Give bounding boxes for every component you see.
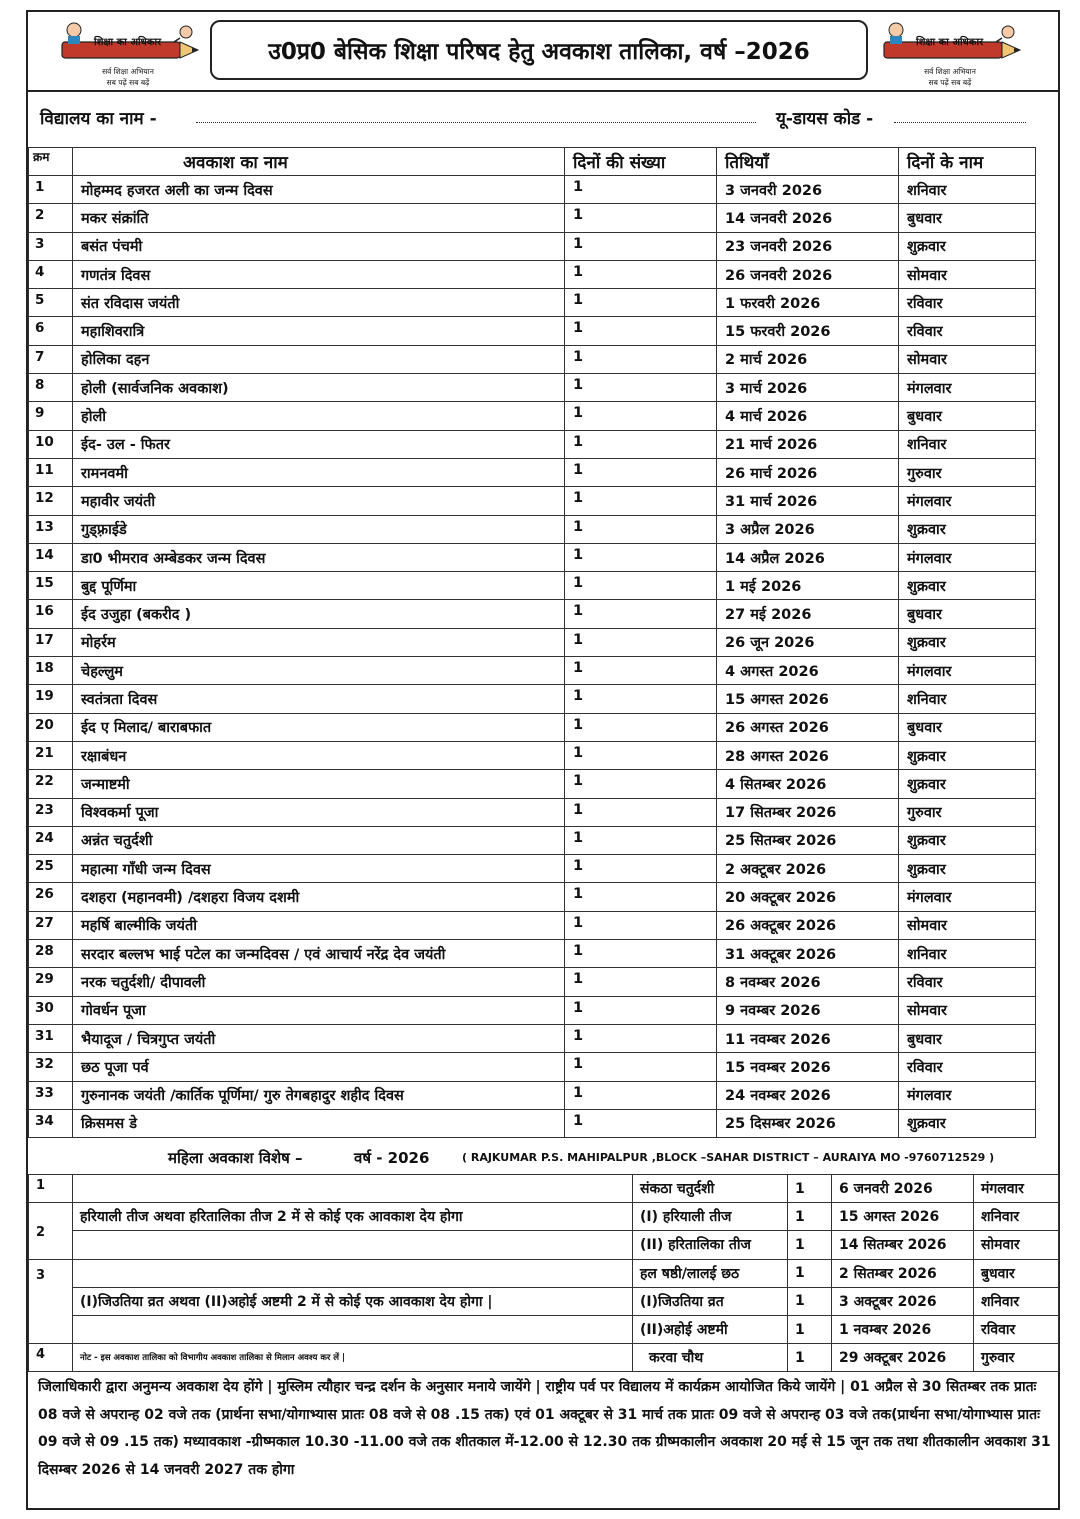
day-name-cell: मंगलवार xyxy=(899,657,1036,685)
table-row xyxy=(29,515,1036,543)
holiday-name-cell: गुरुनानक जयंती /कार्तिक पूर्णिमा/ गुरु तेगबहादुर शहीद दिवस xyxy=(73,1081,565,1109)
table-row xyxy=(29,1109,1036,1137)
table-row xyxy=(29,1287,1059,1315)
holiday-name-cell: मोहम्मद हजरत अली का जन्म दिवस xyxy=(73,176,565,204)
holiday-name-cell: क्रिसमस डे xyxy=(73,1109,565,1137)
date-cell: 23 जनवरी 2026 xyxy=(717,232,899,260)
date-cell: 6 जनवरी 2026 xyxy=(832,1175,974,1203)
logo-subtitle xyxy=(902,66,998,88)
day-name-cell: शनिवार xyxy=(899,685,1036,713)
days-cell: 1 xyxy=(788,1231,832,1259)
table-row xyxy=(29,289,1036,317)
date-cell: 31 अक्टूबर 2026 xyxy=(717,940,899,968)
holiday-name-cell: स्वतंत्रता दिवस xyxy=(73,685,565,713)
day-name-cell: मंगलवार xyxy=(899,374,1036,402)
table-row xyxy=(29,345,1036,373)
holiday-name-cell: भैयादूज / चित्रगुप्त जयंती xyxy=(73,1024,565,1052)
holiday-name-cell: महावीर जयंती xyxy=(73,487,565,515)
days-cell: 1 xyxy=(565,996,717,1024)
table-row xyxy=(29,374,1036,402)
day-name-cell: रविवार xyxy=(899,289,1036,317)
holiday-name-cell: जन्माष्टमी xyxy=(73,770,565,798)
date-cell: 26 अगस्त 2026 xyxy=(717,713,899,741)
days-cell: 1 xyxy=(565,968,717,996)
logo-title: शिक्षा का अधिकार xyxy=(94,37,162,48)
day-name-cell: शुक्रवार xyxy=(899,1109,1036,1137)
table-row xyxy=(29,628,1036,656)
table-row xyxy=(29,487,1036,515)
date-cell: 1 मई 2026 xyxy=(717,572,899,600)
days-cell: 1 xyxy=(565,940,717,968)
date-cell: 2 मार्च 2026 xyxy=(717,345,899,373)
days-cell: 1 xyxy=(565,1081,717,1109)
holiday-name-cell: महाशिवरात्रि xyxy=(73,317,565,345)
serial-cell: 23 xyxy=(29,798,73,826)
document-header xyxy=(28,12,1058,90)
holiday-name-cell: महात्मा गाँधी जन्म दिवस xyxy=(73,855,565,883)
holiday-name-cell: रक्षाबंधन xyxy=(73,741,565,769)
table-row xyxy=(29,968,1036,996)
serial-cell: 32 xyxy=(29,1053,73,1081)
festival-cell: (II)अहोई अष्टमी xyxy=(633,1315,788,1343)
holiday-name-cell: दशहरा (महानवमी) /दशहरा विजय दशमी xyxy=(73,883,565,911)
logo-line-1: सर्व शिक्षा अभियान xyxy=(924,67,976,76)
day-name-cell: शुक्रवार xyxy=(899,770,1036,798)
days-cell: 1 xyxy=(788,1315,832,1343)
holiday-name-cell: बसंत पंचमी xyxy=(73,232,565,260)
date-cell: 15 अगस्त 2026 xyxy=(832,1203,974,1231)
serial-cell: 27 xyxy=(29,911,73,939)
footer-notes: जिलाधिकारी द्वारा अनुमन्य अवकाश देय होंगे | मुस्लिम त्यौहार चन्द्र दर्शन के अनुसार मनाये जायेंगे | राष्ट्रीय पर्व पर विद्यालय में कार्यक्रम आयोजित किये जायेंगे | 01 अप्रैल से 30 सितम्बर तक प्रातः 08 वजे से अपरान्ह 02 वजे तक (प्रार्थना सभा/योगाभ्यास प्रातः 08 वजे से 08 .15 तक) एवं 01 अक्टूबर से 31 मार्च तक प्रातः 09 वजे से अपरान्ह 03 वजे तक(प्रार्थना सभा/योगाभ्यास प्रातः 09 वजे से 09 .15 तक) मध्यावकाश -ग्रीष्मकाल 10.30 -11.00 वजे तक शीतकाल में-12.00 से 12.30 तक ग्रीष्मकालीन अवकाश 20 मई से 15 जून तक तथा शीतकालीन अवकाश 31 दिसम्बर 2026 से 14 जनवरी 2027 तक होगा xyxy=(38,1379,1051,1478)
serial-cell: 10 xyxy=(29,430,73,458)
holiday-name-cell: मकर संक्रांति xyxy=(73,204,565,232)
holiday-table xyxy=(28,147,1036,1138)
days-cell: 1 xyxy=(565,176,717,204)
date-cell: 14 सितम्बर 2026 xyxy=(832,1231,974,1259)
serial-cell: 20 xyxy=(29,713,73,741)
days-cell: 1 xyxy=(788,1203,832,1231)
festival-cell: (I)जिउतिया व्रत xyxy=(633,1287,788,1315)
holiday-name-cell: नरक चतुर्दशी/ दीपावली xyxy=(73,968,565,996)
table-row xyxy=(29,911,1036,939)
holiday-name-cell: मोहर्रम xyxy=(73,628,565,656)
table-row xyxy=(29,798,1036,826)
day-name-cell: मंगलवार xyxy=(899,543,1036,571)
table-header-row xyxy=(29,148,1036,176)
serial-cell: 1 xyxy=(29,1175,73,1203)
serial-cell: 14 xyxy=(29,543,73,571)
days-cell: 1 xyxy=(565,289,717,317)
udise-code-blank[interactable] xyxy=(894,122,1026,123)
note-cell: नोट - इस अवकाश तालिका को विभागीय अवकाश तालिका से मिलान अवश्य कर लें | xyxy=(73,1344,633,1372)
serial-cell: 31 xyxy=(29,1024,73,1052)
holiday-name-cell: ईद उजुहा (बकरीद ) xyxy=(73,600,565,628)
date-cell: 3 जनवरी 2026 xyxy=(717,176,899,204)
table-row xyxy=(29,1259,1059,1287)
serial-cell: 13 xyxy=(29,515,73,543)
serial-cell: 25 xyxy=(29,855,73,883)
day-name-cell: रविवार xyxy=(899,317,1036,345)
serial-cell: 8 xyxy=(29,374,73,402)
days-cell: 1 xyxy=(565,855,717,883)
date-cell: 15 नवम्बर 2026 xyxy=(717,1053,899,1081)
days-cell: 1 xyxy=(565,543,717,571)
holiday-name-cell: ईद- उल - फितर xyxy=(73,430,565,458)
description-cell: (I)जिउतिया व्रत अथवा (II)अहोई अष्टमी 2 में से कोई एक आवकाश देय होगा | xyxy=(73,1287,633,1315)
date-cell: 28 अगस्त 2026 xyxy=(717,741,899,769)
serial-cell: 4 xyxy=(29,260,73,288)
women-leave-year: वर्ष - 2026 xyxy=(354,1149,430,1167)
holiday-name-cell: गोवर्धन पूजा xyxy=(73,996,565,1024)
day-name-cell: बुधवार xyxy=(899,402,1036,430)
day-name-cell: शुक्रवार xyxy=(899,855,1036,883)
table-row xyxy=(29,1053,1036,1081)
serial-cell: 33 xyxy=(29,1081,73,1109)
table-row xyxy=(29,1175,1059,1203)
day-name-cell: शुक्रवार xyxy=(899,572,1036,600)
day-name-cell: गुरुवार xyxy=(899,458,1036,486)
women-leave-table xyxy=(28,1174,1059,1372)
date-cell: 26 जनवरी 2026 xyxy=(717,260,899,288)
serial-cell: 15 xyxy=(29,572,73,600)
date-cell: 31 मार्च 2026 xyxy=(717,487,899,515)
date-cell: 15 फरवरी 2026 xyxy=(717,317,899,345)
day-name-cell: मंगलवार xyxy=(899,883,1036,911)
serial-cell: 21 xyxy=(29,741,73,769)
date-cell: 3 अप्रैल 2026 xyxy=(717,515,899,543)
days-cell: 1 xyxy=(565,911,717,939)
author-credit: ( RAJKUMAR P.S. MAHIPALPUR ,BLOCK –SAHAR DISTRICT – AURAIYA MO -9760712529 ) xyxy=(462,1151,995,1164)
serial-cell: 3 xyxy=(29,1259,73,1344)
table-row xyxy=(29,1315,1059,1343)
festival-cell: (II) हरितालिका तीज xyxy=(633,1231,788,1259)
holiday-document xyxy=(26,10,1060,1510)
date-cell: 14 जनवरी 2026 xyxy=(717,204,899,232)
date-cell: 9 नवम्बर 2026 xyxy=(717,996,899,1024)
days-cell: 1 xyxy=(565,487,717,515)
holiday-name-cell: छठ पूजा पर्व xyxy=(73,1053,565,1081)
table-row xyxy=(29,685,1036,713)
table-row xyxy=(29,430,1036,458)
date-cell: 8 नवम्बर 2026 xyxy=(717,968,899,996)
day-name-cell: बुधवार xyxy=(899,1024,1036,1052)
days-cell: 1 xyxy=(565,713,717,741)
description-cell xyxy=(73,1231,633,1259)
school-name-blank[interactable] xyxy=(196,122,756,123)
serial-cell: 28 xyxy=(29,940,73,968)
day-name-cell: शनिवार xyxy=(899,430,1036,458)
days-cell: 1 xyxy=(565,572,717,600)
udise-code-label: यू-डायस कोड - xyxy=(776,109,874,129)
day-name-cell: शुक्रवार xyxy=(899,232,1036,260)
column-header-serial: क्रम xyxy=(29,148,73,176)
day-name-cell: गुरुवार xyxy=(899,798,1036,826)
sarva-shiksha-logo-left xyxy=(54,20,204,88)
holiday-name-cell: विश्वकर्मा पूजा xyxy=(73,798,565,826)
date-cell: 27 मई 2026 xyxy=(717,600,899,628)
festival-cell: करवा चौथ xyxy=(633,1344,788,1372)
holiday-name-cell: होली xyxy=(73,402,565,430)
holiday-name-cell: बुद्द पूर्णिमा xyxy=(73,572,565,600)
days-cell: 1 xyxy=(565,600,717,628)
day-name-cell: सोमवार xyxy=(899,996,1036,1024)
days-cell: 1 xyxy=(565,883,717,911)
description-cell xyxy=(73,1315,633,1343)
school-info-row xyxy=(28,92,1058,147)
serial-cell: 30 xyxy=(29,996,73,1024)
day-name-cell: सोमवार xyxy=(899,911,1036,939)
days-cell: 1 xyxy=(565,685,717,713)
logo-title: शिक्षा का अधिकार xyxy=(916,37,984,48)
date-cell: 1 नवम्बर 2026 xyxy=(832,1315,974,1343)
date-cell: 24 नवम्बर 2026 xyxy=(717,1081,899,1109)
days-cell: 1 xyxy=(565,1024,717,1052)
serial-cell: 4 xyxy=(29,1344,73,1372)
day-name-cell: सोमवार xyxy=(899,260,1036,288)
serial-cell: 19 xyxy=(29,685,73,713)
holiday-name-cell: चेहल्लुम xyxy=(73,657,565,685)
day-name-cell: शनिवार xyxy=(899,176,1036,204)
table-row xyxy=(29,996,1036,1024)
days-cell: 1 xyxy=(565,374,717,402)
day-name-cell: शुक्रवार xyxy=(899,628,1036,656)
date-cell: 21 मार्च 2026 xyxy=(717,430,899,458)
serial-cell: 5 xyxy=(29,289,73,317)
day-name-cell: शुक्रवार xyxy=(899,826,1036,854)
serial-cell: 2 xyxy=(29,1203,73,1259)
day-name-cell: शनिवार xyxy=(974,1287,1059,1315)
days-cell: 1 xyxy=(565,628,717,656)
table-row xyxy=(29,826,1036,854)
date-cell: 15 अगस्त 2026 xyxy=(717,685,899,713)
date-cell: 17 सितम्बर 2026 xyxy=(717,798,899,826)
days-cell: 1 xyxy=(565,1053,717,1081)
table-row xyxy=(29,458,1036,486)
description-cell: हरियाली तीज अथवा हरितालिका तीज 2 में से कोई एक आवकाश देय होगा xyxy=(73,1203,633,1231)
date-cell: 25 सितम्बर 2026 xyxy=(717,826,899,854)
day-name-cell: बुधवार xyxy=(899,204,1036,232)
days-cell: 1 xyxy=(788,1344,832,1372)
day-name-cell: शुक्रवार xyxy=(899,515,1036,543)
table-row xyxy=(29,1081,1036,1109)
day-name-cell: शुक्रवार xyxy=(899,741,1036,769)
date-cell: 25 दिसम्बर 2026 xyxy=(717,1109,899,1137)
table-row xyxy=(29,176,1036,204)
description-cell xyxy=(73,1259,633,1287)
day-name-cell: शनिवार xyxy=(899,940,1036,968)
holiday-name-cell: महर्षि बाल्मीकि जयंती xyxy=(73,911,565,939)
table-row xyxy=(29,232,1036,260)
serial-cell: 29 xyxy=(29,968,73,996)
festival-cell: हल षष्ठी/लालई छठ xyxy=(633,1259,788,1287)
table-row xyxy=(29,600,1036,628)
day-name-cell: रविवार xyxy=(974,1315,1059,1343)
day-name-cell: बुधवार xyxy=(899,600,1036,628)
serial-cell: 11 xyxy=(29,458,73,486)
days-cell: 1 xyxy=(565,798,717,826)
table-row xyxy=(29,1024,1036,1052)
days-cell: 1 xyxy=(565,402,717,430)
days-cell: 1 xyxy=(565,345,717,373)
table-row xyxy=(29,1344,1059,1372)
day-name-cell: शनिवार xyxy=(974,1203,1059,1231)
day-name-cell: मंगलवार xyxy=(899,487,1036,515)
date-cell: 3 मार्च 2026 xyxy=(717,374,899,402)
day-name-cell: मंगलवार xyxy=(974,1175,1059,1203)
serial-cell: 18 xyxy=(29,657,73,685)
serial-cell: 22 xyxy=(29,770,73,798)
table-row xyxy=(29,1203,1059,1231)
column-header-dates: तिथियाँ xyxy=(717,148,899,176)
days-cell: 1 xyxy=(565,458,717,486)
day-name-cell: बुधवार xyxy=(974,1259,1059,1287)
serial-cell: 16 xyxy=(29,600,73,628)
description-cell xyxy=(73,1175,633,1203)
women-leave-heading xyxy=(28,1144,1058,1176)
day-name-cell: बुधवार xyxy=(899,713,1036,741)
table-row xyxy=(29,940,1036,968)
date-cell: 1 फरवरी 2026 xyxy=(717,289,899,317)
column-header-days: दिनों की संख्या xyxy=(565,148,717,176)
holiday-name-cell: ईद ए मिलाद/ बाराबफात xyxy=(73,713,565,741)
date-cell: 11 नवम्बर 2026 xyxy=(717,1024,899,1052)
day-name-cell: मंगलवार xyxy=(899,1081,1036,1109)
serial-cell: 24 xyxy=(29,826,73,854)
days-cell: 1 xyxy=(788,1175,832,1203)
table-row xyxy=(29,1231,1059,1259)
holiday-name-cell: गुड्फ़्राईडे xyxy=(73,515,565,543)
days-cell: 1 xyxy=(565,770,717,798)
column-header-day-names: दिनों के नाम xyxy=(899,148,1036,176)
days-cell: 1 xyxy=(788,1259,832,1287)
serial-cell: 12 xyxy=(29,487,73,515)
date-cell: 2 अक्टूबर 2026 xyxy=(717,855,899,883)
column-header-holiday: अवकाश का नाम xyxy=(73,148,565,176)
table-row xyxy=(29,260,1036,288)
day-name-cell: सोमवार xyxy=(974,1231,1059,1259)
table-row xyxy=(29,657,1036,685)
table-row xyxy=(29,770,1036,798)
table-row xyxy=(29,741,1036,769)
holiday-name-cell: गणतंत्र दिवस xyxy=(73,260,565,288)
serial-cell: 34 xyxy=(29,1109,73,1137)
date-cell: 2 सितम्बर 2026 xyxy=(832,1259,974,1287)
days-cell: 1 xyxy=(565,657,717,685)
sarva-shiksha-logo-right xyxy=(876,20,1026,88)
days-cell: 1 xyxy=(565,430,717,458)
days-cell: 1 xyxy=(565,317,717,345)
serial-cell: 9 xyxy=(29,402,73,430)
serial-cell: 2 xyxy=(29,204,73,232)
days-cell: 1 xyxy=(565,232,717,260)
date-cell: 26 अक्टूबर 2026 xyxy=(717,911,899,939)
holiday-name-cell: होली (सार्वजनिक अवकाश) xyxy=(73,374,565,402)
days-cell: 1 xyxy=(565,826,717,854)
serial-cell: 1 xyxy=(29,176,73,204)
date-cell: 26 मार्च 2026 xyxy=(717,458,899,486)
serial-cell: 3 xyxy=(29,232,73,260)
table-row xyxy=(29,204,1036,232)
days-cell: 1 xyxy=(788,1287,832,1315)
table-row xyxy=(29,317,1036,345)
date-cell: 29 अक्टूबर 2026 xyxy=(832,1344,974,1372)
table-row xyxy=(29,855,1036,883)
holiday-name-cell: रामनवमी xyxy=(73,458,565,486)
days-cell: 1 xyxy=(565,260,717,288)
day-name-cell: सोमवार xyxy=(899,345,1036,373)
holiday-name-cell: सरदार बल्लभ भाई पटेल का जन्मदिवस / एवं आचार्य नरेंद्र देव जयंती xyxy=(73,940,565,968)
days-cell: 1 xyxy=(565,1109,717,1137)
serial-cell: 7 xyxy=(29,345,73,373)
days-cell: 1 xyxy=(565,204,717,232)
logo-subtitle xyxy=(80,66,176,88)
school-name-label: विद्यालय का नाम - xyxy=(40,109,157,129)
date-cell: 26 जून 2026 xyxy=(717,628,899,656)
day-name-cell: रविवार xyxy=(899,968,1036,996)
date-cell: 14 अप्रैल 2026 xyxy=(717,543,899,571)
table-row xyxy=(29,713,1036,741)
serial-cell: 26 xyxy=(29,883,73,911)
days-cell: 1 xyxy=(565,515,717,543)
day-name-cell: रविवार xyxy=(899,1053,1036,1081)
holiday-name-cell: संत रविदास जयंती xyxy=(73,289,565,317)
logo-line-1: सर्व शिक्षा अभियान xyxy=(102,67,154,76)
serial-cell: 17 xyxy=(29,628,73,656)
festival-cell: संकठा चतुर्दशी xyxy=(633,1175,788,1203)
logo-line-2: सब पढ़ें सब बढ़ें xyxy=(928,78,972,87)
date-cell: 20 अक्टूबर 2026 xyxy=(717,883,899,911)
date-cell: 4 अगस्त 2026 xyxy=(717,657,899,685)
date-cell: 4 मार्च 2026 xyxy=(717,402,899,430)
women-leave-title: महिला अवकाश विशेष – xyxy=(168,1149,303,1167)
serial-cell: 6 xyxy=(29,317,73,345)
table-row xyxy=(29,572,1036,600)
holiday-name-cell: डा0 भीमराव अम्बेडकर जन्म दिवस xyxy=(73,543,565,571)
holiday-name-cell: अन्नंत चतुर्दशी xyxy=(73,826,565,854)
table-row xyxy=(29,543,1036,571)
day-name-cell: गुरुवार xyxy=(974,1344,1059,1372)
table-row xyxy=(29,402,1036,430)
table-row xyxy=(29,883,1036,911)
document-title: उ0प्र0 बेसिक शिक्षा परिषद हेतु अवकाश तालिका, वर्ष –2026 xyxy=(210,20,868,80)
date-cell: 3 अक्टूबर 2026 xyxy=(832,1287,974,1315)
logo-line-2: सब पढ़ें सब बढ़ें xyxy=(106,78,150,87)
days-cell: 1 xyxy=(565,741,717,769)
holiday-name-cell: होलिका दहन xyxy=(73,345,565,373)
date-cell: 4 सितम्बर 2026 xyxy=(717,770,899,798)
festival-cell: (I) हरियाली तीज xyxy=(633,1203,788,1231)
